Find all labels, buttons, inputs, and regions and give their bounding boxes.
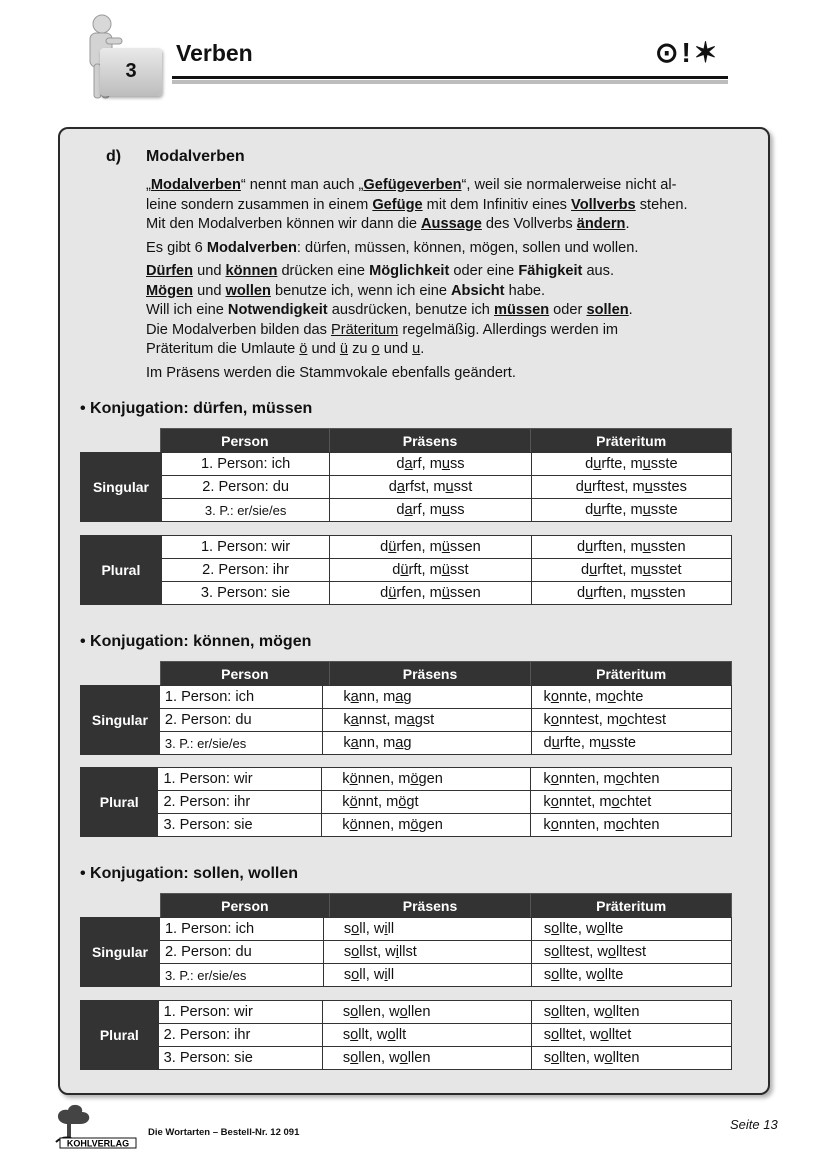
present-cell: sollen, wollen [322,1001,531,1024]
person-cell: 2. Person: ihr [158,791,322,814]
past-cell: konntet, mochtet [531,791,732,814]
person-cell: 2. Person: du [159,709,322,732]
person-cell: 1. Person: ich [159,686,322,709]
person-cell: 3. P.: er/sie/es [161,499,329,522]
past-cell: durften, mussten [531,536,731,559]
person-cell: 1. Person: wir [161,536,329,559]
col-past: Präteritum [531,894,732,918]
group-label-singular: Singular [81,686,160,755]
publisher-name: KOHLVERLAG [66,1138,130,1149]
col-past: Präteritum [531,429,732,453]
group-label-plural: Plural [81,1001,159,1070]
table-row [81,941,732,964]
group-label-singular: Singular [81,453,162,522]
plural-table-1 [80,535,732,605]
table-row [81,476,732,499]
past-cell: konntest, mochtest [531,709,731,732]
present-cell: dürfen, müssen [330,536,531,559]
table-row [81,1024,732,1047]
past-cell: solltest, wolltest [531,941,731,964]
table-row [81,964,732,987]
conjugation-heading-3: • Konjugation: sollen, wollen [80,865,299,882]
section-label: d) [106,148,122,165]
col-past: Präteritum [531,662,732,686]
table-row [81,1047,732,1070]
person-cell: 2. Person: du [161,476,329,499]
past-cell: durfte, musste [531,499,731,522]
table-header-2 [160,661,732,686]
past-cell: durfte, musste [531,453,731,476]
past-cell: konnten, mochten [531,814,732,837]
col-present: Präsens [329,662,531,686]
past-cell: konnten, mochten [531,768,732,791]
conjugation-heading-text: Konjugation: dürfen, müssen [90,400,313,417]
person-cell: 2. Person: ihr [158,1024,322,1047]
person-cell: 1. Person: ich [159,918,323,941]
intro-paragraph-3: Dürfen und können drücken eine Möglichkeit oder eine Fähigkeit aus. Mögen und wollen benutze ich, wenn ich eine Absicht habe. Will ich eine Notwendigkeit ausdrücken, benutze ich müssen oder sollen. Die Modalverben bilden das Präteritum regelmäßig. Allerdings werden im Präteritum die Umlaute ö und ü zu o und u. [146,263,633,357]
conjugation-heading-2: • Konjugation: können, mögen [80,633,312,650]
col-person: Person [161,429,330,453]
present-cell: können, mögen [322,768,531,791]
conjugation-heading-1: • Konjugation: dürfen, müssen [80,400,313,417]
intro-paragraph-1: „Modalverben“ nennt man auch „Gefügeverben“, weil sie normalerweise nicht al- leine sondern zusammen in einem Gefüge mit dem Infinitiv eines Vollverbs stehen. Mit den Modalverben können wir dann die Aussage des Vollverbs ändern. [146,177,688,232]
page-title: Verben [176,40,253,66]
person-cell: 3. P.: er/sie/es [159,732,322,755]
present-cell: kann, mag [323,686,531,709]
person-cell: 3. P.: er/sie/es [159,964,323,987]
person-cell: 2. Person: du [159,941,323,964]
col-person: Person [161,662,330,686]
past-cell: durfte, musste [531,732,731,755]
present-cell: kannst, magst [323,709,531,732]
table-row [81,732,732,755]
col-present: Präsens [329,894,531,918]
intro-text [146,176,746,387]
past-cell: sollte, wollte [531,964,731,987]
person-cell: 3. Person: sie [158,814,322,837]
present-cell: sollt, wollt [322,1024,531,1047]
footer-book-info: Die Wortarten – Bestell-Nr. 12 091 [148,1127,300,1138]
person-cell: 1. Person: wir [158,768,322,791]
singular-table-1 [80,452,732,522]
col-person: Person [161,894,330,918]
difficulty-icons: ⊙!✶ [655,37,721,68]
past-cell: konnte, mochte [531,686,731,709]
past-cell: durftest, musstes [531,476,731,499]
table-row [81,453,732,476]
person-cell: 1. Person: ich [161,453,329,476]
conjugation-heading-text: Konjugation: können, mögen [90,633,312,650]
plural-table-3 [80,1000,732,1070]
intro-paragraph-4: Im Präsens werden die Stammvokale ebenfalls geändert. [146,364,516,381]
table-row [81,499,732,522]
table-row [81,686,732,709]
past-cell: sollten, wollten [531,1047,731,1070]
present-cell: dürfen, müssen [330,582,531,605]
present-cell: soll, will [323,918,531,941]
present-cell: dürft, müsst [330,559,531,582]
header-rule-shadow [172,80,728,84]
table-row [81,791,732,814]
group-label-singular: Singular [81,918,160,987]
past-cell: sollten, wollten [531,1001,731,1024]
chapter-number: 3 [125,60,137,82]
table-row [81,768,732,791]
intro-paragraph-2: Es gibt 6 Modalverben: dürfen, müssen, können, mögen, sollen und wollen. [146,239,639,256]
table-row [81,918,732,941]
past-cell: durftet, musstet [531,559,731,582]
table-row [81,582,732,605]
table-row [81,1001,732,1024]
past-cell: solltet, wolltet [531,1024,731,1047]
table-row [81,814,732,837]
table-row [81,536,732,559]
present-cell: darfst, musst [330,476,531,499]
past-cell: durften, mussten [531,582,731,605]
person-cell: 3. Person: sie [161,582,329,605]
table-header-3 [160,893,732,918]
page-number: Seite 13 [730,1117,778,1132]
singular-table-2 [80,685,732,755]
table-row [81,709,732,732]
present-cell: sollen, wollen [322,1047,531,1070]
singular-table-3 [80,917,732,987]
section-title: Modalverben [146,148,245,165]
person-cell: 2. Person: ihr [161,559,329,582]
present-cell: können, mögen [322,814,531,837]
plural-table-2 [80,767,732,837]
present-cell: darf, muss [330,499,531,522]
person-cell: 3. Person: sie [158,1047,322,1070]
conjugation-heading-text: Konjugation: sollen, wollen [90,865,299,882]
person-cell: 1. Person: wir [158,1001,322,1024]
present-cell: sollst, willst [323,941,531,964]
present-cell: kann, mag [323,732,531,755]
table-row [81,559,732,582]
kohl-verlag-logo-icon [52,1104,138,1150]
group-label-plural: Plural [81,536,162,605]
present-cell: könnt, mögt [322,791,531,814]
present-cell: soll, will [323,964,531,987]
present-cell: darf, muss [330,453,531,476]
group-label-plural: Plural [81,768,158,837]
col-present: Präsens [329,429,531,453]
header-rule [172,76,728,79]
past-cell: sollte, wollte [531,918,731,941]
table-header-1 [160,428,732,453]
